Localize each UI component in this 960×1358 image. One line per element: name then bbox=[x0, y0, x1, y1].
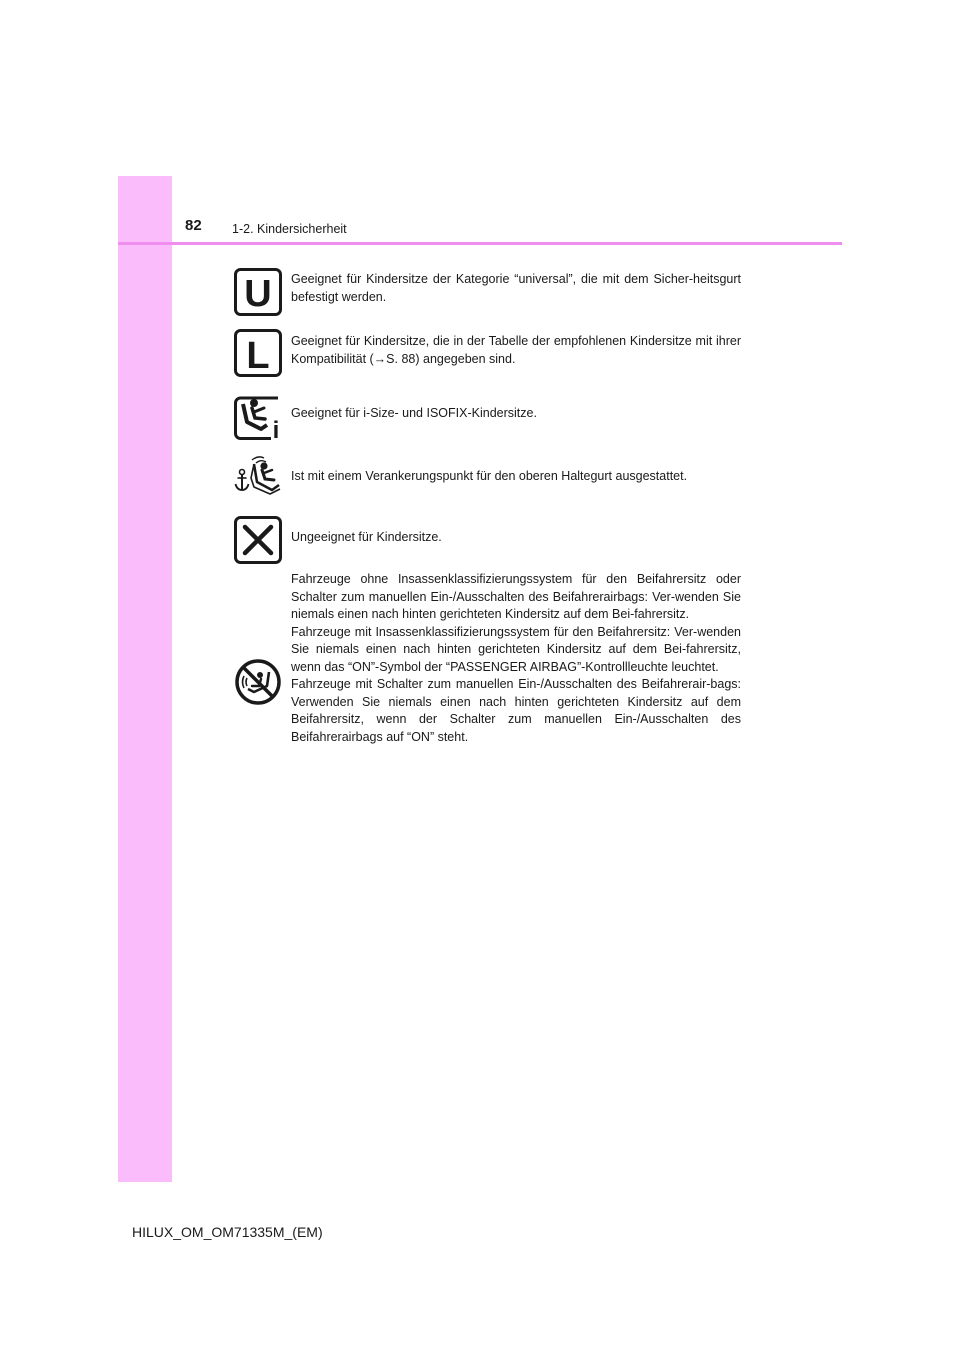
no-rear-facing-seat-icon bbox=[234, 658, 282, 706]
legend-text-isofix: Geeignet für i-Size- und ISOFIX-Kindersitze. bbox=[291, 406, 537, 420]
letter-u-glyph: U bbox=[244, 273, 272, 315]
legend-text-airbag-warning bbox=[291, 571, 741, 746]
header-rule bbox=[118, 242, 842, 245]
letter-l-icon bbox=[234, 329, 282, 377]
airbag-warning-paragraph-1: Fahrzeuge ohne Insassenklassifizierungssystem für den Beifahrersitz oder Schalter zum manuellen Ein-/Ausschalten des Beifahrerairbags: Ver-wenden Sie niemals einen nach hinten gerichteten Kindersitz auf dem Bei-fahrersitz. bbox=[291, 572, 741, 621]
isofix-i-glyph: i bbox=[272, 417, 280, 440]
legend-text-universal: Geeignet für Kindersitze der Kategorie “universal”, die mit dem Sicher-heitsgurt befestigt werden. bbox=[291, 272, 741, 304]
top-tether-anchor-icon bbox=[234, 454, 282, 502]
airbag-warning-paragraph-3: Fahrzeuge mit Schalter zum manuellen Ein-/Ausschalten des Beifahrerair-bags: Verwenden Sie niemals einen nach hinten gerichteten Kindersitz auf dem Beifahrersitz, wenn der Schalter zum manuellen Ein-/Ausschalten des Beifahrerairbags auf “ON” steht. bbox=[291, 677, 741, 744]
section-title: 1-2. Kindersicherheit bbox=[232, 222, 347, 236]
isofix-child-seat-icon bbox=[234, 392, 282, 440]
letter-l-glyph: L bbox=[246, 335, 270, 377]
footer-model-code: HILUX_OM_OM71335M_(EM) bbox=[132, 1224, 323, 1240]
letter-u-icon bbox=[234, 268, 282, 316]
airbag-warning-paragraph-2: Fahrzeuge mit Insassenklassifizierungssystem für den Beifahrersitz: Ver-wenden Sie niemals einen nach hinten gerichteten Kindersitz auf dem Bei-fahrersitz, wenn das “ON”-Symbol der “PASSENGER AIRBAG”-Kontrollleuchte leuchtet. bbox=[291, 624, 741, 674]
legend-text-top-tether: Ist mit einem Verankerungspunkt für den oberen Haltegurt ausgestattet. bbox=[291, 469, 688, 483]
legend-text-list: Geeignet für Kindersitze, die in der Tabelle der empfohlenen Kindersitze mit ihrer Kompatibilität (→S. 88) angegeben sind. bbox=[291, 334, 741, 366]
section-sidebar-tab bbox=[118, 176, 172, 1182]
page-number: 82 bbox=[185, 217, 202, 234]
cross-box-icon bbox=[234, 516, 282, 564]
legend-text-unsuitable: Ungeeignet für Kindersitze. bbox=[291, 530, 442, 544]
